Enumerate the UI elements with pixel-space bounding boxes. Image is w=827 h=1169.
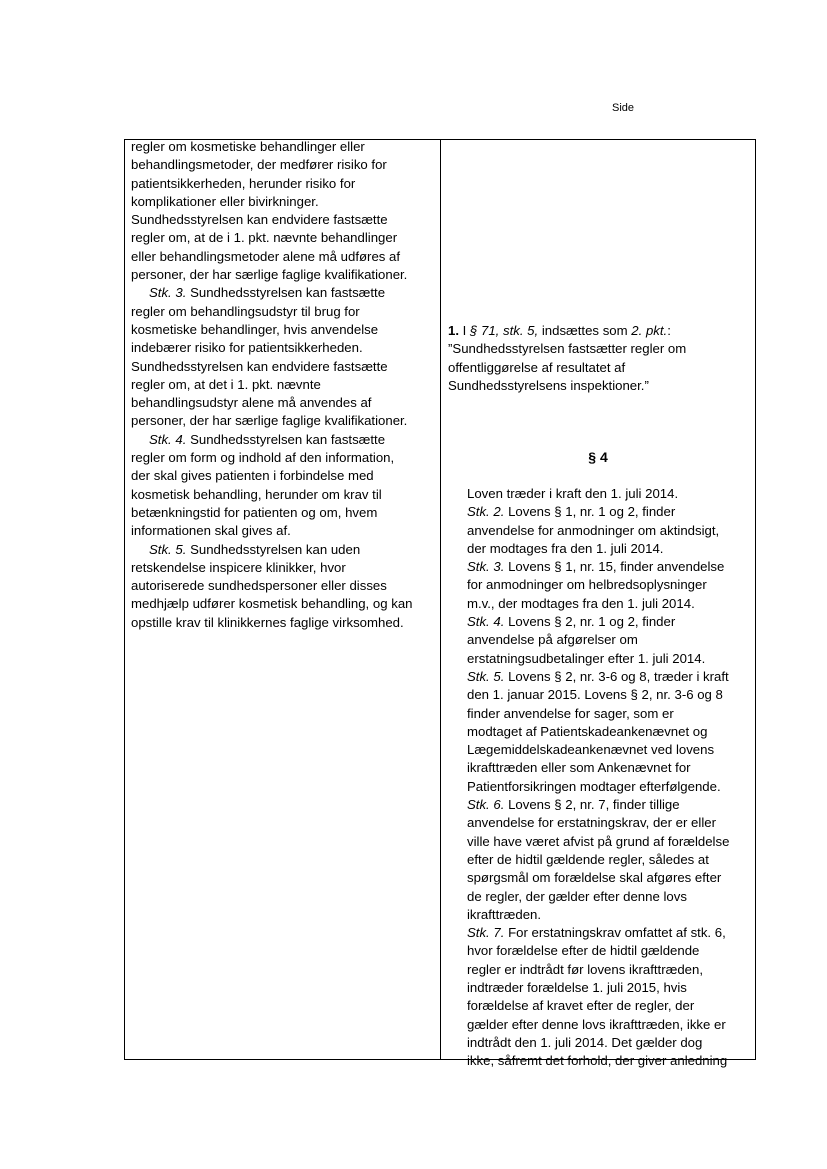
text-line: retskendelse inspicere klinikker, hvor [131, 559, 346, 575]
page-label: Side [612, 102, 635, 114]
section-body [467, 485, 729, 1071]
text-line: regler er indtrådt før lovens ikrafttræden, [467, 961, 704, 977]
text-line: efter de hidtil gældende regler, således at [467, 851, 709, 867]
text-line: regler om, at det i 1. pkt. nævnte [131, 376, 321, 392]
stk-paragraph-start [467, 503, 729, 521]
text-line: modtaget af Patientskadeankenævnet og [467, 723, 708, 739]
text-line: forældelse af kravet efter de regler, der [467, 998, 695, 1014]
text-line: Lovens § 2, nr. 7, finder tillige [508, 797, 680, 813]
text-fragment: I [459, 323, 470, 338]
amendment-number: 1. [448, 323, 459, 338]
pkt-reference: 2. pkt. [631, 323, 668, 338]
quote-line: ”Sundhedsstyrelsen fastsætter regler om [448, 341, 687, 357]
stk-label: Stk. 2. [467, 504, 505, 520]
stk-paragraph-start [467, 558, 729, 576]
text-line: indtræder forældelse 1. juli 2015, hvis [467, 980, 687, 996]
text-fragment: : [667, 323, 671, 338]
text-line: erstatningsudbetalinger efter 1. juli 2014. [467, 650, 706, 666]
text-line: Sundhedsstyrelsen kan endvidere fastsætte [131, 212, 388, 228]
paragraph-reference: § 71, stk. 5, [470, 323, 539, 338]
text-fragment: indsættes som [538, 323, 632, 338]
stk-label: Stk. 5. [467, 668, 505, 684]
stk-label: Stk. 3. [149, 285, 187, 301]
text-line: For erstatningskrav omfattet af stk. 6, [508, 925, 726, 941]
section-heading: § 4 [588, 449, 608, 465]
text-line: hvor forældelse efter de hidtil gældende [467, 943, 700, 959]
quote-line: offentliggørelse af resultatet af [448, 359, 626, 375]
text-line: spørgsmål om forældelse skal afgøres efter [467, 870, 722, 886]
text-line: regler om behandlingsudstyr til brug for [131, 303, 360, 319]
text-line: anvendelse for anmodninger om aktindsigt, [467, 522, 720, 538]
text-line: Sundhedsstyrelsen kan fastsætte [190, 285, 386, 301]
text-line: behandlingsudstyr alene må anvendes af [131, 395, 372, 411]
text-line: Lovens § 2, nr. 3-6 og 8, træder i kraft [508, 668, 729, 684]
stk-label: Stk. 4. [467, 614, 505, 630]
stk-label: Stk. 5. [149, 541, 187, 557]
text-line: personer, der har særlige faglige kvalifikationer. [131, 413, 408, 429]
text-line: medhjælp udfører kosmetisk behandling, og kan [131, 596, 413, 612]
text-line: Lægemiddelskadeankenævnet ved lovens [467, 742, 715, 758]
text-line: regler om kosmetiske behandlinger eller [131, 139, 365, 154]
text-line: komplikationer eller bivirkninger. [131, 193, 319, 209]
text-line: anvendelse på afgørelser om [467, 632, 638, 648]
text-line: den 1. januar 2015. Lovens § 2, nr. 3-6 og 8 [467, 687, 723, 703]
text-line: finder anvendelse for sager, som er [467, 705, 674, 721]
text-line: regler om form og indhold af den information, [131, 450, 395, 466]
text-line: Sundhedsstyrelsen kan endvidere fastsætte [131, 358, 388, 374]
text-line: Patientforsikringen modtager efterfølgende. [467, 778, 721, 794]
text-line: indebærer risiko for patientsikkerheden. [131, 340, 363, 356]
text-line: Loven træder i kraft den 1. juli 2014. [467, 486, 679, 501]
text-line: personer, der har særlige faglige kvalifikationer. [131, 267, 408, 283]
stk-paragraph-start [131, 284, 412, 302]
text-line: opstille krav til klinikkernes faglige virksomhed. [131, 614, 404, 630]
text-line: behandlingsmetoder, der medfører risiko for [131, 157, 387, 173]
amendment-intro [448, 322, 686, 340]
text-line: autoriserede sundhedspersoner eller disses [131, 578, 387, 594]
text-line: m.v., der modtages fra den 1. juli 2014. [467, 595, 695, 611]
text-line: gælder efter denne lovs ikrafttræden, ikke er [467, 1016, 726, 1032]
stk-paragraph-start [467, 668, 729, 686]
text-line: ville have været afvist på grund af forældelse [467, 833, 730, 849]
stk-paragraph-start [467, 924, 729, 942]
text-line: indtrådt den 1. juli 2014. Det gælder dog [467, 1034, 703, 1050]
text-line: Sundhedsstyrelsen kan uden [190, 541, 361, 557]
text-line: der skal gives patienten i forbindelse med [131, 468, 374, 484]
text-line: kosmetisk behandling, herunder om krav til [131, 486, 382, 502]
text-line: patientsikkerheden, herunder risiko for [131, 175, 356, 191]
text-line: kosmetiske behandlinger, hvis anvendelse [131, 321, 379, 337]
text-line: for anmodninger om helbredsoplysninger [467, 577, 707, 593]
text-line: Lovens § 1, nr. 15, finder anvendelse [508, 559, 725, 575]
text-line: betænkningstid for patienten og om, hvem [131, 504, 378, 520]
text-line: ikrafttræden. [467, 906, 542, 922]
stk-label: Stk. 4. [149, 431, 187, 447]
stk-paragraph-start [131, 431, 412, 449]
stk-paragraph-start [467, 613, 729, 631]
text-line: regler om, at de i 1. pkt. nævnte behandlinger [131, 230, 398, 246]
quote-line: Sundhedsstyrelsens inspektioner.” [448, 377, 649, 393]
stk-label: Stk. 7. [467, 925, 505, 941]
stk-paragraph-start [131, 541, 412, 559]
text-line: Lovens § 1, nr. 1 og 2, finder [508, 504, 676, 520]
text-line: informationen skal gives af. [131, 523, 291, 539]
text-line: Lovens § 2, nr. 1 og 2, finder [508, 614, 676, 630]
text-line: ikke, såfremt det forhold, der giver anledning [467, 1053, 728, 1069]
text-line: der modtages fra den 1. juli 2014. [467, 540, 664, 556]
amendment-block [448, 322, 686, 395]
stk-paragraph-start [467, 796, 729, 814]
text-line: Sundhedsstyrelsen kan fastsætte [190, 431, 386, 447]
text-line: anvendelse for erstatningskrav, der er eller [467, 815, 716, 831]
text-line: eller behandlingsmetoder alene må udføres af [131, 248, 401, 264]
stk-label: Stk. 6. [467, 797, 505, 813]
text-line: ikrafttræden eller som Ankenævnet for [467, 760, 691, 776]
text-line: de regler, der gælder efter denne lovs [467, 888, 687, 904]
stk-label: Stk. 3. [467, 559, 505, 575]
left-column [131, 138, 412, 632]
column-divider [440, 139, 441, 1060]
